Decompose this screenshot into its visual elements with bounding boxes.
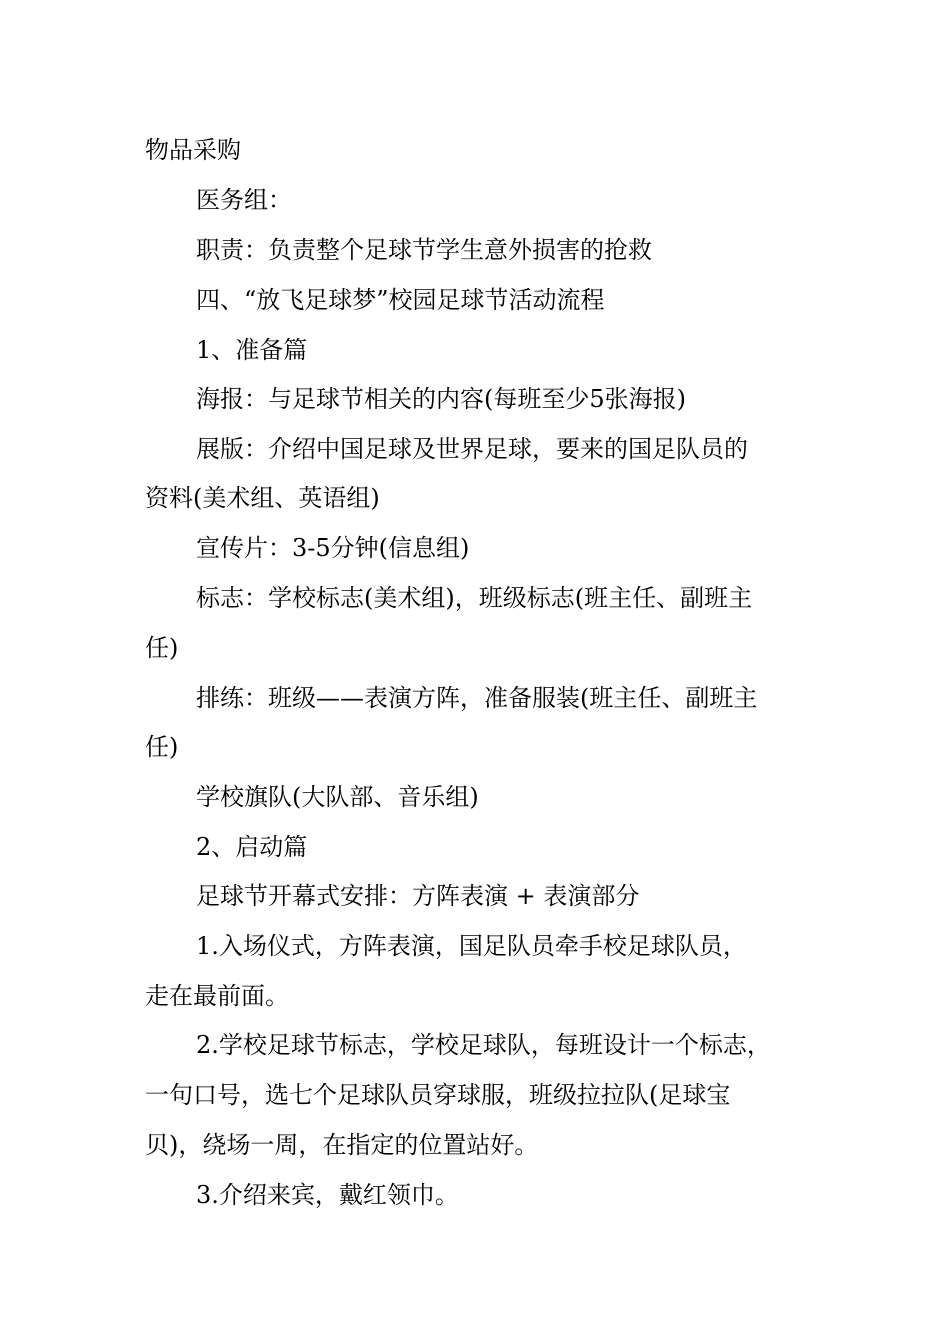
text-line: 资料(美术组、英语组) [145, 484, 380, 512]
text-line: 任) [145, 634, 179, 662]
subsection-heading: 1、准备篇 [196, 336, 308, 364]
subsection-heading: 2、启动篇 [196, 833, 308, 861]
text-line: 物品采购 [145, 136, 241, 164]
text-line: 任) [145, 733, 179, 761]
text-line: 展版：介绍中国足球及世界足球，要来的国足队员的 [196, 435, 748, 463]
text-line: 医务组： [196, 186, 292, 214]
text-line: 职责：负责整个足球节学生意外损害的抢救 [196, 236, 652, 264]
text-line: 一句口号，选七个足球队员穿球服，班级拉拉队(足球宝 [145, 1081, 731, 1109]
text-line: 足球节开幕式安排：方阵表演 + 表演部分 [196, 882, 640, 910]
list-item: 1.入场仪式，方阵表演，国足队员牵手校足球队员， [196, 932, 747, 960]
text-line: 排练：班级——表演方阵，准备服装(班主任、副班主 [196, 684, 758, 712]
text-line: 标志：学校标志(美术组)，班级标志(班主任、副班主 [196, 584, 753, 612]
list-item: 2.学校足球节标志，学校足球队，每班设计一个标志， [196, 1031, 771, 1059]
text-line: 宣传片：3-5分钟(信息组) [196, 534, 470, 562]
list-item: 3.介绍来宾，戴红领巾。 [196, 1181, 459, 1209]
text-line: 学校旗队(大队部、音乐组) [196, 783, 479, 811]
text-line: 贝)，绕场一周，在指定的位置站好。 [145, 1131, 539, 1159]
text-line: 走在最前面。 [145, 982, 289, 1010]
section-heading: 四、“放飞足球梦”校园足球节活动流程 [196, 286, 605, 314]
text-line: 海报：与足球节相关的内容(每班至少5张海报) [196, 385, 686, 413]
